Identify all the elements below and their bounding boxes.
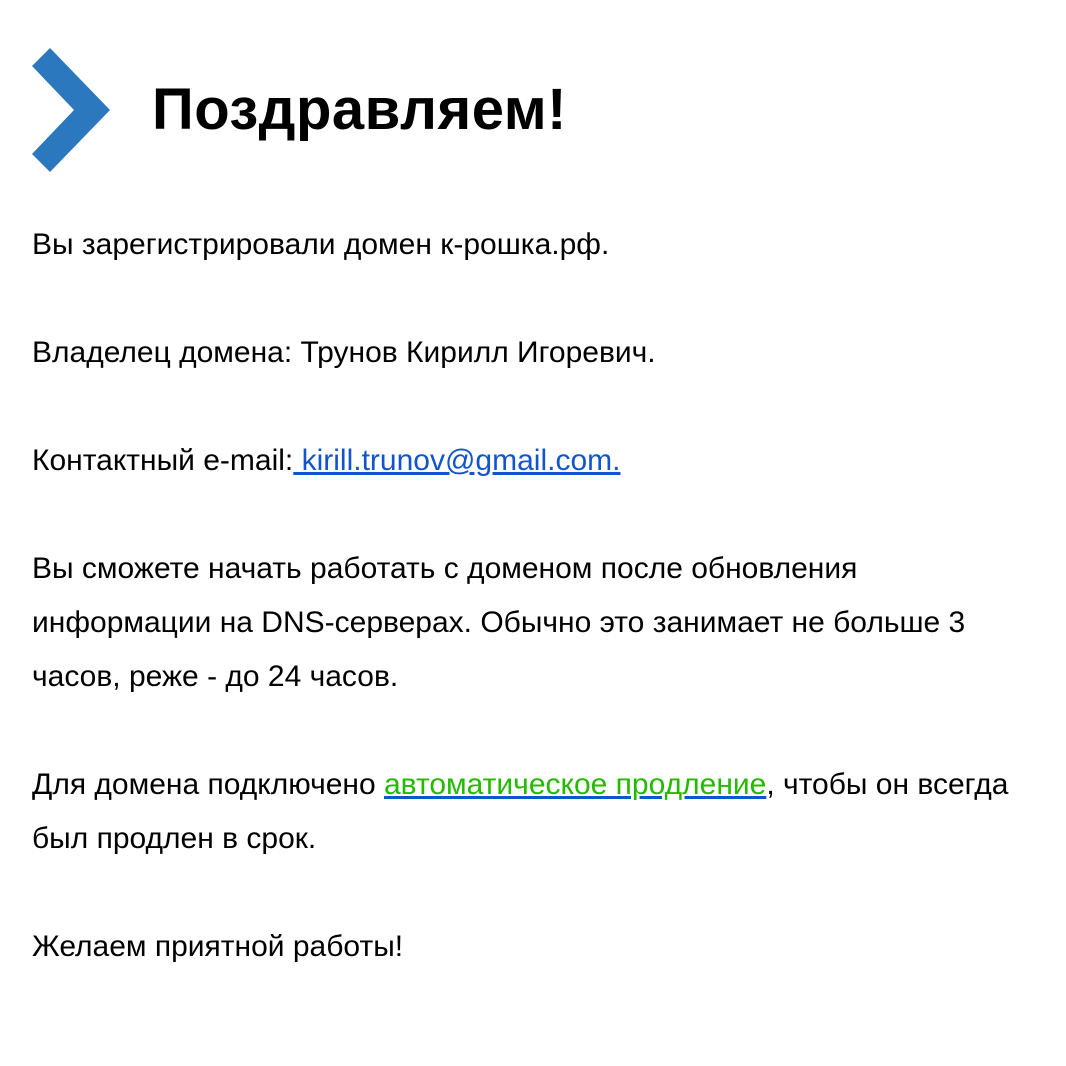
chevron-right-icon (32, 48, 110, 172)
email-header (32, 48, 567, 172)
registered-text: Вы зарегистрировали домен к-рошка.рф. (32, 228, 610, 261)
auto-renewal-link[interactable]: автоматическое продление (383, 768, 767, 801)
renewal-prefix: Для домена подключено (32, 768, 384, 801)
contact-email-link[interactable]: kirill.trunov@gmail.com. (293, 444, 621, 477)
dns-info-text: Вы сможете начать работать с доменом после обновления информации на DNS-серверах. Обычно это занимает не больше 3 часов, реже - до 24 часов. (32, 552, 966, 693)
renewal-suffix: , чтобы он всегда был продлен в срок. (32, 768, 1009, 855)
renewal-line (32, 758, 1042, 866)
page-title: Поздравляем! (152, 77, 567, 142)
owner-text: Владелец домена: Трунов Кирилл Игоревич. (32, 336, 656, 369)
contact-line (32, 434, 1042, 488)
closing-text: Желаем приятной работы! (32, 930, 404, 963)
contact-label: Контактный e-mail: (32, 444, 294, 477)
message-body (32, 218, 1042, 974)
